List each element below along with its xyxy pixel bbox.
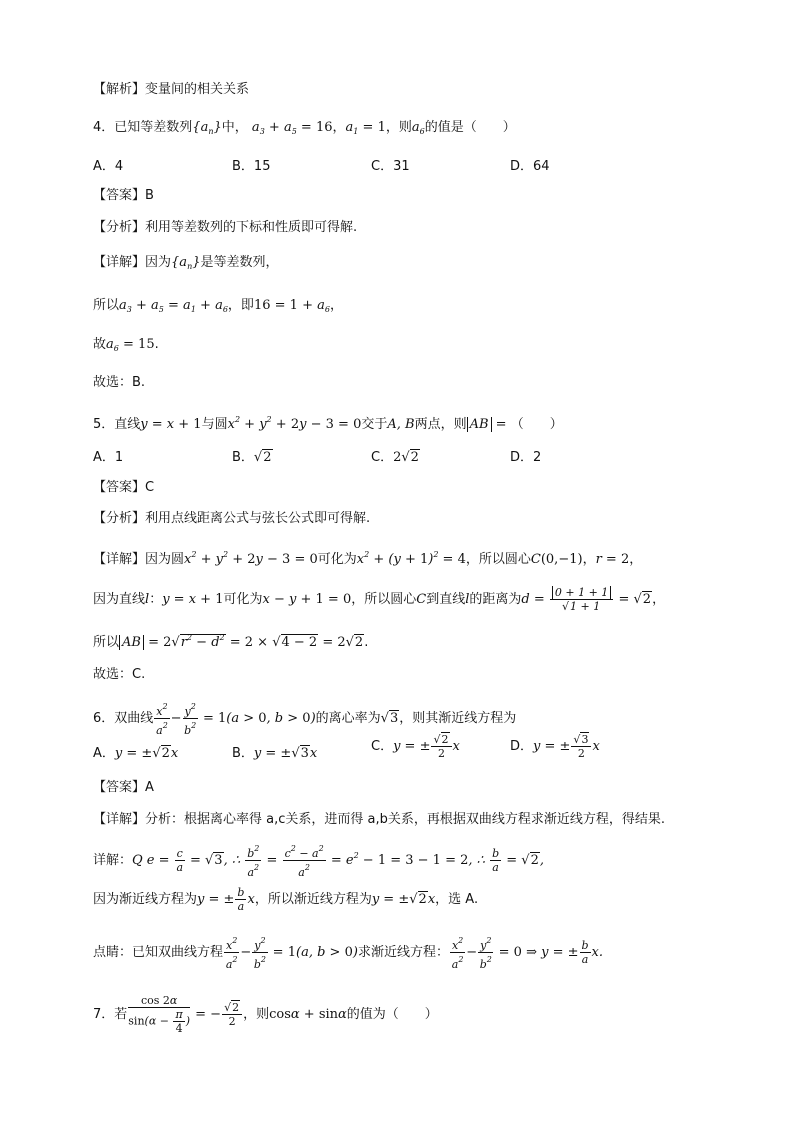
formula: $\frac{x^2}{a^2}$ − $\frac{y^2}{b^2}$ = 0 ⇒ y = ± $\frac{b}{a}$ x. <box>451 936 604 971</box>
q7-stem: 7．若 cos 2α sin(α − $\frac{\pi}{4}$ ) = − $\frac{√2}{2}$ ，则cosα + sinα的值为（ ） <box>93 994 438 1035</box>
q4-option-d: D．64 <box>510 159 550 174</box>
formula: cosα + sinα <box>269 1007 347 1022</box>
q4-option-a: A．4 <box>93 159 124 174</box>
q5-option-a: A．1 <box>93 450 124 465</box>
q5-final-line: 故选：C. <box>93 667 146 682</box>
q5-detail-line-1: 【详解】因为圆$x^2 + y^2 + 2y - 3 = 0$可化为$x^2 + (y + 1)^2 = 4$，所以圆心C(0,−1)，r = 2， <box>93 550 643 567</box>
q6-detail-line-3: 因为渐近线方程为y = ± $\frac{b}{a}$ x，所以渐近线方程为y = ±√2x，选 A. <box>93 886 479 913</box>
q6-option-b: B．y = ±√3x <box>232 746 318 761</box>
formula: y = ±√2x <box>371 892 436 907</box>
q6-detail-line-4: 点睛：已知双曲线方程 $\frac{x^2}{a^2}$ − $\frac{y^2}{b^2}$ = 1(a, b > 0)求渐近线方程： $\frac{x^2}{a^2}$ − $\frac{y^2}{b^2}$ = 0 ⇒ y = ± $\frac{b}{a}$ x. <box>93 936 604 971</box>
formula: x − y + 1 = 0 <box>262 592 352 607</box>
q6-option-c: C．y = ± $\frac{√2}{2}$ x <box>371 733 460 760</box>
answer-value: A <box>145 780 154 795</box>
formula: d = $\frac{0 + 1 + 1}{√1 + 1}$ = √2 <box>521 586 652 613</box>
formula: $\{a_n\}$ <box>192 120 222 136</box>
q5-detail-line-3: 所以 AB = $2√r^2 - d^2 = 2 \times √4 - 2 = 2√2$. <box>93 633 369 650</box>
formula: AB = $2√r^2 - d^2 = 2 \times √4 - 2 = 2√2$ <box>119 634 364 650</box>
formula: $16 = 1 + a_6$ <box>253 298 330 314</box>
formula: y = ± $\frac{√3}{2}$ x <box>533 733 600 760</box>
q6-option-d: D．y = ± $\frac{√3}{2}$ x <box>510 733 600 760</box>
formula: $a_6$ <box>411 120 425 136</box>
q6-detail-line-2: 详解：Q e = $\frac{c}{a}$ = √3, ∴ $\frac{b^2}{a^2}$ = $\frac{c^2 - a^2}{a^2}$ = $e^2 - 1 = 3 - 1 = 2$, ∴ $\frac{b}{a}$ = √2, <box>93 844 544 879</box>
q4-detail-line-3: 故$a_6 = 15$. <box>93 337 159 353</box>
formula: $a_3 + a_5 = 16$ <box>251 120 333 136</box>
q3-jiexi-line <box>93 80 249 100</box>
jiexi-text: 变量间的相关关系 <box>145 82 250 97</box>
q4-detail-line-2: 所以$a_3 + a_5 = a_1 + a_6$，即$16 = 1 + a_6$， <box>93 298 343 314</box>
answer-value: C <box>145 480 155 495</box>
q5-analysis-line: 【分析】利用点线距离公式与弦长公式即可得解. <box>93 511 371 526</box>
formula: y = ±√3x <box>253 746 318 761</box>
q6-answer-line: 【答案】A <box>93 780 154 795</box>
formula: $\{a_n\}$ <box>171 255 201 271</box>
answer-value: B <box>145 188 154 203</box>
q4-answer-line: 【答案】B <box>93 188 154 203</box>
q6-stem: 6．双曲线 $\frac{x^2}{a^2}$ − $\frac{y^2}{b^2}$ = 1(a > 0, b > 0)的离心率为√3，则其渐近线方程为 <box>93 702 517 737</box>
q4-stem: 4．已知等差数列$\{a_n\}$中， $a_3 + a_5 = 16$，$a_1 = 1$，则$a_6$的值是（ ） <box>93 120 516 136</box>
formula: $x^2 + (y + 1)^2 = 4$ <box>356 550 466 567</box>
jiexi-tag: 【解析】 <box>93 82 146 97</box>
q6-option-a: A．y = ±√2x <box>93 746 179 761</box>
formula: √3 <box>380 711 399 726</box>
q5-stem: 5．直线y = x + 1与圆$x^2 + y^2 + 2y - 3 = 0$交于A, B两点，则 AB = （ ） <box>93 415 563 432</box>
q5-option-b: B．√2 <box>232 450 272 465</box>
formula: $\frac{x^2}{a^2}$ − $\frac{y^2}{b^2}$ = 1(a > 0, b > 0) <box>156 702 316 737</box>
question-number: 6． <box>93 711 115 726</box>
formula: $\frac{x^2}{a^2}$ − $\frac{y^2}{b^2}$ = 1(a, b > 0) <box>225 936 358 971</box>
formula: y = x + 1 <box>140 417 202 432</box>
formula: $a_1 = 1$ <box>345 120 386 136</box>
question-number: 5． <box>93 417 115 432</box>
q5-answer-line: 【答案】C <box>93 480 155 495</box>
question-number: 4． <box>93 120 115 135</box>
formula: $x^2 + y^2 + 2y - 3 = 0$ <box>184 550 318 567</box>
formula: r = 2 <box>595 552 630 567</box>
formula: 2√2 <box>393 450 419 465</box>
formula: $a_6 = 15$ <box>106 337 155 353</box>
formula: C(0,−1) <box>530 552 583 567</box>
q5-detail-line-2: 因为直线l：y = x + 1可化为x − y + 1 = 0，所以圆心C到直线l的距离为d = $\frac{0 + 1 + 1}{√1 + 1}$ = √2， <box>93 586 666 613</box>
formula: y = x + 1 <box>162 592 224 607</box>
q5-option-c: C．2√2 <box>371 450 419 465</box>
q5-option-d: D．2 <box>510 450 542 465</box>
formula: Q e = $\frac{c}{a}$ = √3, ∴ $\frac{b^2}{a^2}$ = $\frac{c^2 - a^2}{a^2}$ = $e^2 - 1 = 3 - 1 = 2$, ∴ $\frac{b}{a}$ = √2, <box>132 844 544 879</box>
formula: $x^2 + y^2 + 2y - 3 = 0$ <box>227 415 362 432</box>
q4-option-b: B．15 <box>232 159 271 174</box>
q6-detail-line-1: 【详解】分析：根据离心率得 a,c关系，进而得 a,b关系，再根据双曲线方程求渐近线方程，得结果. <box>93 812 666 827</box>
formula: y = ± $\frac{b}{a}$ x <box>197 886 255 913</box>
formula: $a_3 + a_5 = a_1 + a_6$ <box>119 298 228 314</box>
formula: A, B <box>387 417 415 432</box>
formula: y = ±√2x <box>114 746 179 761</box>
formula: y = ± $\frac{√2}{2}$ x <box>393 733 460 760</box>
formula: AB = <box>467 417 511 432</box>
q4-detail-line-1: 【详解】因为$\{a_n\}$是等差数列， <box>93 255 279 271</box>
q4-option-c: C．31 <box>371 159 410 174</box>
q4-analysis-line: 【分析】利用等差数列的下标和性质即可得解. <box>93 220 358 235</box>
formula: √2 <box>253 450 272 465</box>
q4-final-line: 故选：B. <box>93 375 146 390</box>
question-number: 7．若 <box>93 1007 128 1022</box>
formula: cos 2α sin(α − $\frac{\pi}{4}$ ) = − $\frac{√2}{2}$ <box>127 1007 243 1022</box>
